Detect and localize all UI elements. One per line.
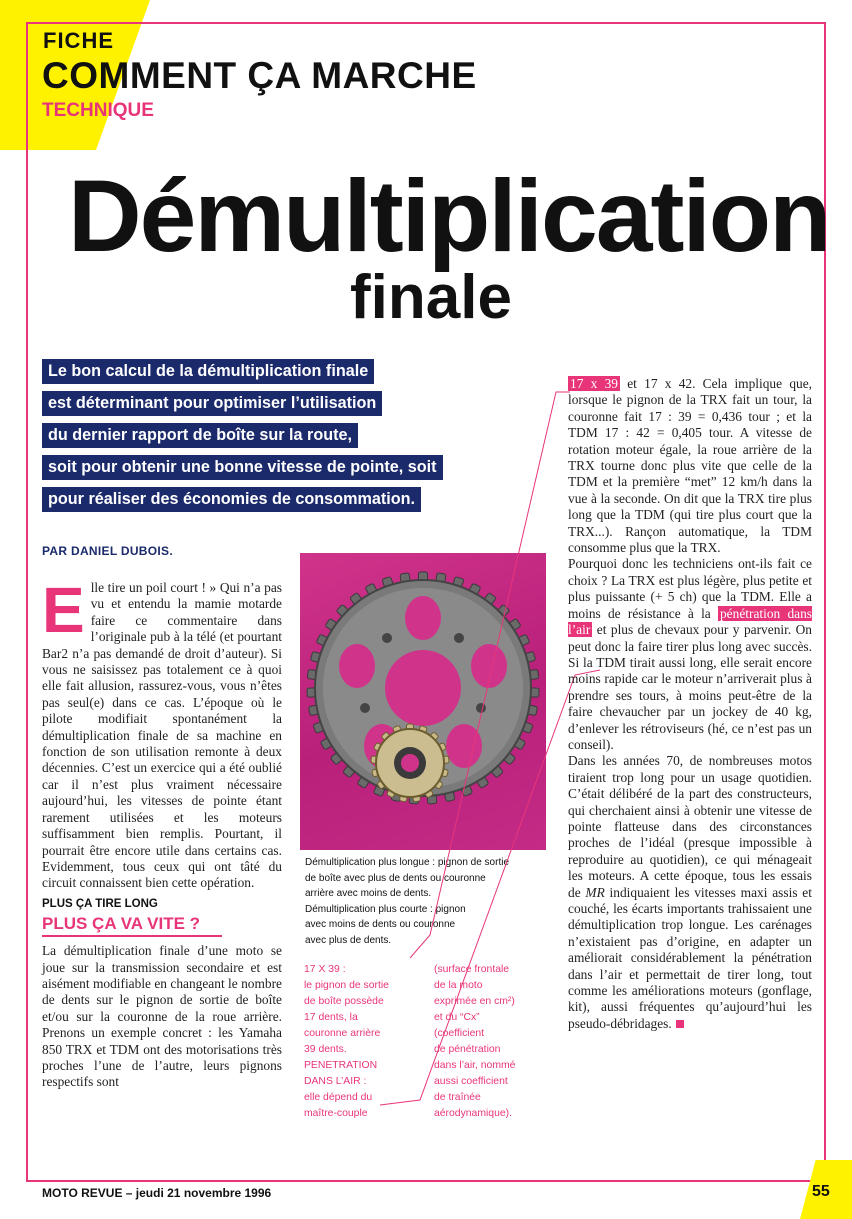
lead-line: du dernier rapport de boîte sur la route, <box>42 423 358 448</box>
gloss-line: de pénétration <box>434 1044 501 1055</box>
subheading-small: PLUS ÇA TIRE LONG <box>42 897 158 910</box>
caption-line: de boîte avec plus de dents ou couronne <box>305 872 486 884</box>
subheading-large: PLUS ÇA VA VITE ? <box>42 914 201 934</box>
gloss-line: aérodynamique). <box>434 1108 512 1119</box>
body-text: Pourquoi donc les techniciens ont-ils fait ce choix ? La TRX est plus légère, plus petite et plus puissante (+ 5 ch) que la TDM. Elle a moins de résistance à la <box>568 556 812 621</box>
lead-line: Le bon calcul de la démultiplication finale <box>42 359 374 384</box>
gloss-line: 17 dents, la <box>304 1012 358 1023</box>
magazine-abbrev: MR <box>585 884 605 900</box>
gloss-line: maître-couple <box>304 1108 368 1119</box>
caption-line: avec plus de dents. <box>305 934 392 946</box>
gloss-line: exprimée en cm²) <box>434 996 515 1007</box>
column-3 <box>568 376 812 1032</box>
body-text: et plus de chevaux pour y parvenir. On peut donc la faire tirer plus long avec succès. Si la TDM tirait aussi long, elle serait encore moins rapide car le moteur n’arriverait plus à prendre ses tours, à moins peut-être de la faire chevaucher par un jockey de 40 kg, d’enlever les rétroviseurs (hé, ce n’est pas un conseil). <box>568 622 812 752</box>
drop-cap: E <box>42 574 85 646</box>
rubric-technique: TECHNIQUE <box>42 100 154 121</box>
gloss-line: de la moto <box>434 980 483 991</box>
rubric-fiche: FICHE <box>43 28 114 53</box>
glossary-right <box>434 962 554 1122</box>
caption-line: Démultiplication plus courte : pignon <box>305 903 466 915</box>
body-paragraph <box>568 376 812 556</box>
body-text: indiquaient les vitesses maxi assis et couché, les écarts importants trahissaient une démultiplication trop longue. Les carénages n’existaient pas d’origine, en adapter un améliorait considérablement la pénétration dans l’air et permettait de tirer long, tout comme les améliorations moteurs (gonflage, kit), aussi fréquentes qu’aujourd’hui les pseudo-débridages. <box>568 884 812 1031</box>
body-paragraph: La démultiplication finale d’une moto se joue sur la transmission secondaire et est aisément modifiable en changeant le nombre de dents sur le pignon de sortie de boîte et/ou sur la couronne de la roue arrière. Prenons un exemple concret : les Yamaha 850 TRX et TDM ont des motorisations très proches l’une de l’autre, leurs pignons respectifs sont <box>42 943 282 1090</box>
lead-paragraph <box>42 359 562 519</box>
gloss-line: couronne arrière <box>304 1028 381 1039</box>
end-mark <box>676 1020 684 1028</box>
page-number: 55 <box>812 1183 830 1200</box>
lead-line: pour réaliser des économies de consommation. <box>42 487 421 512</box>
lead-line: est déterminant pour optimiser l’utilisation <box>42 391 382 416</box>
column-1 <box>42 574 282 1091</box>
gloss-line: dans l’air, nommé <box>434 1060 516 1071</box>
gloss-line: DANS L’AIR : <box>304 1076 367 1087</box>
glossary-left <box>304 962 424 1122</box>
sprocket-illustration <box>300 553 546 850</box>
gloss-line: PENETRATION <box>304 1060 378 1071</box>
gloss-line: aussi coefficient <box>434 1076 508 1087</box>
gloss-line: (surface frontale <box>434 964 510 975</box>
byline: PAR DANIEL DUBOIS. <box>42 544 173 558</box>
gloss-line: et du “Cx” <box>434 1012 480 1023</box>
gloss-line: elle dépend du <box>304 1092 373 1103</box>
highlight-term: 17 x 39 <box>570 376 618 391</box>
gloss-line: de boîte possède <box>304 996 384 1007</box>
caption-line: arrière avec moins de dents. <box>305 888 432 899</box>
body-paragraph <box>568 556 812 753</box>
gloss-line: (coefficient <box>434 1028 485 1039</box>
lead-line: soit pour obtenir une bonne vitesse de pointe, soit <box>42 455 443 480</box>
gloss-line: 17 X 39 : <box>304 964 346 975</box>
caption-line: avec moins de dents ou couronne <box>305 919 456 930</box>
subheading-rule <box>42 935 222 937</box>
highlight-term: pénétration dans l’air <box>568 605 813 638</box>
article-title: Démultiplication <box>68 159 830 273</box>
footer-issue: MOTO REVUE – jeudi 21 novembre 1996 <box>42 1186 272 1200</box>
article-title-line2: finale <box>350 263 512 332</box>
sprocket-photo <box>300 553 546 850</box>
body-text: Dans les années 70, de nombreuses motos tiraient trop long pour un usage quotidien. C’était délibéré de la part des constructeurs, qui cherchaient ainsi à obtenir une vitesse de pointe flatteuse dans des circonstances proches de l’idéal (presque impossible à reproduire au quotidien), ce qui ménageait les moteurs. A cette époque, tous les essais de <box>568 753 812 900</box>
caption-line: Démultiplication plus longue : pignon de sortie <box>305 857 510 868</box>
body-text: et 17 x 42. Cela implique que, lorsque le pignon de la TRX fait un tour, la couronne fait 17 : 39 = 0,436 tour ; et la TDM 17 : 42 = 0,405 tour. A vitesse de rotation moteur égale, la roue arrière de la TRX tourne donc plus vite que celle de la TDM et la première “met” 12 km/h dans la vue à la seconde. On dit que la TRX tire plus long que la TDM (qui tire plus court que la TRX...). Rançon automatique, la TDM consomme plus que la TRX. <box>568 376 812 556</box>
body-paragraph <box>568 753 812 1032</box>
gloss-line: 39 dents. <box>304 1044 347 1055</box>
intro-paragraph <box>42 574 282 892</box>
gloss-line: de traînée <box>434 1092 481 1103</box>
intro-text: lle tire un poil court ! » Qui n’a pas vu et entendu la mamie motarde faire ce commentaire dans l’originale pub à la télé (et pourtant Bar2 n’a pas demandé de droit d’auteur). Si vous ne saisissez pas totalement ce à quoi elle fait allusion, rassurez-vous, vous n’êtes pas seul(e) dans ce cas. L’époque où le pilote modifiait spontanément la démultiplication finale de sa machine en fonction de son utilisation remonte à deux décennies. C’est un exercice qui a été oublié car il n’est plus vraiment nécessaire aujourd’hui, les vitesses de pointe étant rarement utilisées et les moteurs suffisamment bien remplis. Pourtant, il pourrait être encore utile dans certains cas. Evidemment, tous ceux qui ont tâté du circuit connaissent bien cette opération. <box>42 580 282 891</box>
gloss-line: le pignon de sortie <box>304 980 389 991</box>
photo-caption <box>305 855 545 948</box>
rubric-title: COMMENT ÇA MARCHE <box>42 55 477 96</box>
